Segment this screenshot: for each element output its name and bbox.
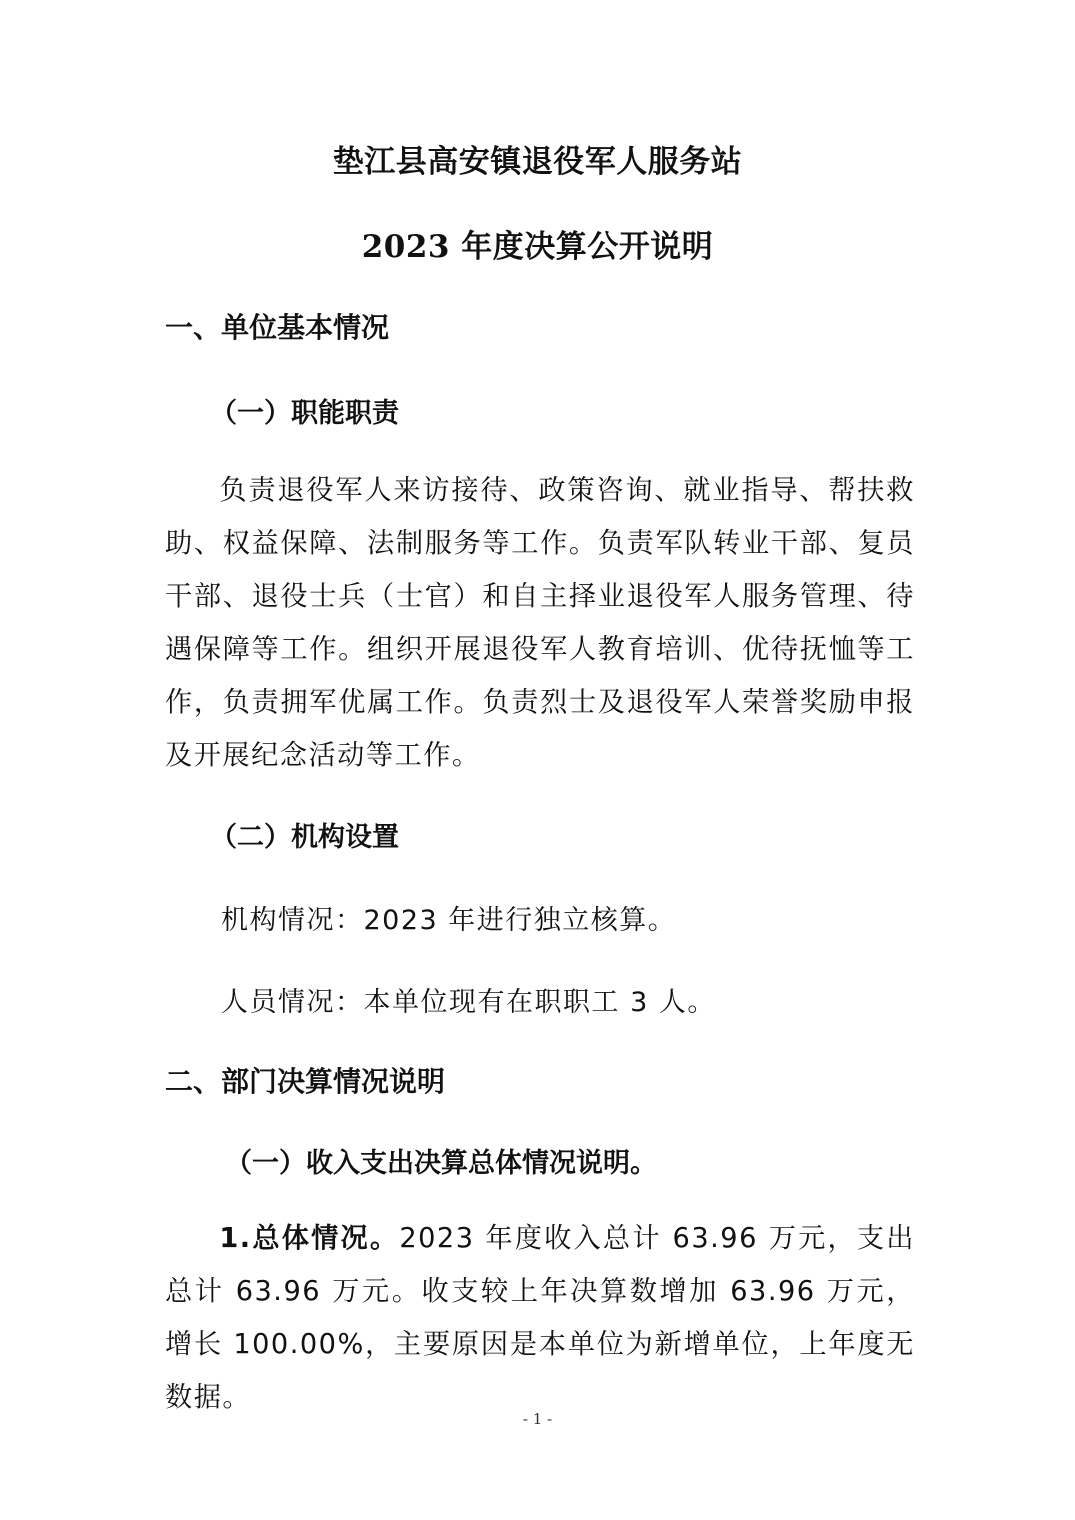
section2-sub1-heading: （一）收入支出决算总体情况说明。 [225,1148,657,1179]
org-info-line: 机构情况：2023 年进行独立核算。 [221,905,677,936]
overall-situation-paragraph [165,1212,915,1424]
section2-heading: 二、部门决算情况说明 [165,1065,446,1098]
overall-situation-lead: 1.总体情况。 [219,1223,400,1254]
duties-paragraph: 负责退役军人来访接待、政策咨询、就业指导、帮扶救助、权益保障、法制服务等工作。负责军队转业干部、复员干部、退役士兵（士官）和自主择业退役军人服务管理、待遇保障等工作。组织开展退役军人教育培训、优待抚恤等工作，负责拥军优属工作。负责烈士及退役军人荣誉奖励申报及开展纪念活动等工作。 [165,475,915,771]
document-title-line2: 2023 年度决算公开说明 [361,229,714,265]
document-title-line1: 垫江县高安镇退役军人服务站 [332,144,743,180]
section1-sub2-heading: （二）机构设置 [210,822,399,853]
section1-sub1-heading: （一）职能职责 [210,398,399,429]
section1-heading: 一、单位基本情况 [165,311,390,344]
staff-info-line: 人员情况：本单位现有在职职工 3 人。 [221,987,716,1018]
overall-situation-body: 2023 年度收入总计 63.96 万元，支出总计 63.96 万元。收支较上年决算数增加 63.96 万元，增长 100.00%，主要原因是本单位为新增单位，上年度无数据。 [165,1223,915,1413]
page-number: - 1 - [522,1410,553,1428]
